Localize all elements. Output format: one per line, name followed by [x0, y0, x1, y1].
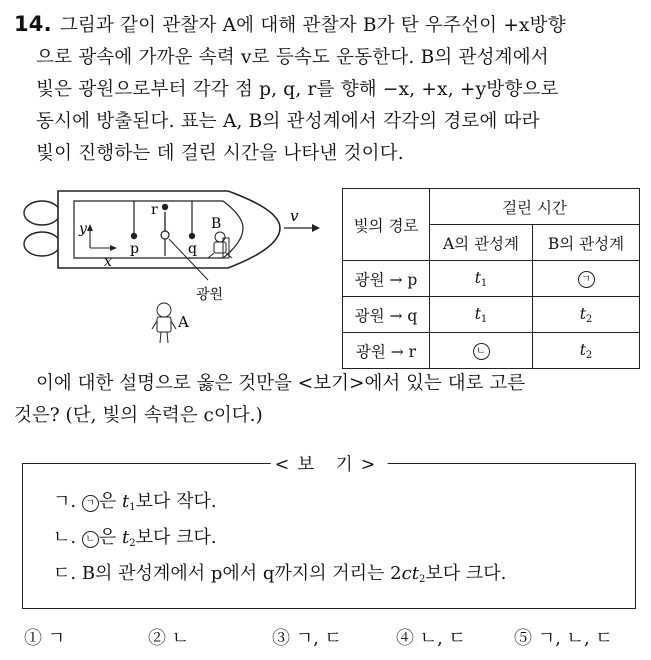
label-B: B	[211, 216, 222, 232]
point-r	[162, 204, 168, 210]
row-path: 광원 → r	[343, 333, 430, 369]
row-path: 광원 → p	[343, 261, 430, 297]
point-q	[189, 233, 195, 239]
question-text	[14, 8, 639, 170]
velocity-arrow-icon	[312, 224, 320, 232]
thruster-top-icon	[24, 201, 60, 225]
header-A-frame: A의 관성계	[430, 225, 533, 261]
option-digeut: ㄷ. B의 관성계에서 p에서 q까지의 거리는 $2ct_2$보다 크다.	[53, 563, 507, 585]
header-B-frame: B의 관성계	[533, 225, 640, 261]
velocity-label: v	[290, 207, 299, 225]
option-giyeok: ㄱ. ㄱ 은 $t_1$보다 작다.	[53, 491, 217, 513]
row-path: 광원 → q	[343, 297, 430, 333]
table-row: 광원 → q $t_1$ $t_2$	[343, 297, 640, 333]
choice-5[interactable]: ⑤ ㄱ, ㄴ, ㄷ	[514, 628, 613, 649]
time-table	[342, 188, 640, 369]
label-A: A	[178, 313, 189, 331]
question-line-3: 빛은 광원으로부터 각각 점 p, q, r를 향해 −x, +x, +y방향으로	[36, 79, 559, 100]
header-time: 걸린 시간	[430, 189, 640, 225]
question-line-1: 그림과 같이 관찰자 A에 대해 관찰자 B가 탄 우주선이 +x방향	[59, 15, 566, 36]
choice-3[interactable]: ③ ㄱ, ㄷ	[272, 628, 342, 649]
header-path: 빛의 경로	[343, 189, 430, 261]
question-line-5: 빛이 진행하는 데 걸린 시간을 나타낸 것이다.	[36, 143, 404, 164]
bogi-box	[22, 455, 636, 609]
question-number: 14.	[14, 12, 52, 36]
question-line-4: 동시에 방출된다. 표는 A, B의 관성계에서 각각의 경로에 따라	[36, 111, 540, 132]
circled-giyeok: ㄱ	[578, 271, 595, 288]
axis-y-label: y	[79, 221, 87, 237]
observer-A-icon	[152, 303, 176, 343]
spaceship-figure	[18, 176, 328, 356]
bogi-title: <보 기>	[271, 451, 388, 476]
choice-2[interactable]: ② ㄴ	[148, 628, 190, 649]
choice-1[interactable]: ① ㄱ	[24, 628, 66, 649]
label-q: q	[188, 241, 197, 257]
option-nieun: ㄴ. ㄴ 은 $t_2$보다 크다.	[53, 527, 217, 549]
point-p	[131, 233, 137, 239]
ask-text	[14, 368, 639, 432]
light-source	[161, 231, 169, 239]
ask-line-1: 이에 대한 설명으로 옳은 것만을 <보기>에서 있는 대로 고른	[36, 373, 526, 394]
table-row: 광원 → p $t_1$ ㄱ	[343, 261, 640, 297]
ask-line-2: 것은? (단, 빛의 속력은 c이다.)	[14, 405, 263, 426]
label-p: p	[130, 241, 139, 257]
axis-x-label: x	[104, 254, 112, 270]
table-row: 광원 → r ㄴ $t_2$	[343, 333, 640, 369]
label-r: r	[151, 202, 158, 218]
choice-4[interactable]: ④ ㄴ, ㄷ	[396, 628, 466, 649]
question-line-2: 으로 광속에 가까운 속력 v로 등속도 운동한다. B의 관성계에서	[36, 47, 549, 68]
thruster-bottom-icon	[24, 232, 60, 256]
circled-nieun: ㄴ	[473, 343, 490, 360]
label-source: 광원	[196, 287, 224, 303]
